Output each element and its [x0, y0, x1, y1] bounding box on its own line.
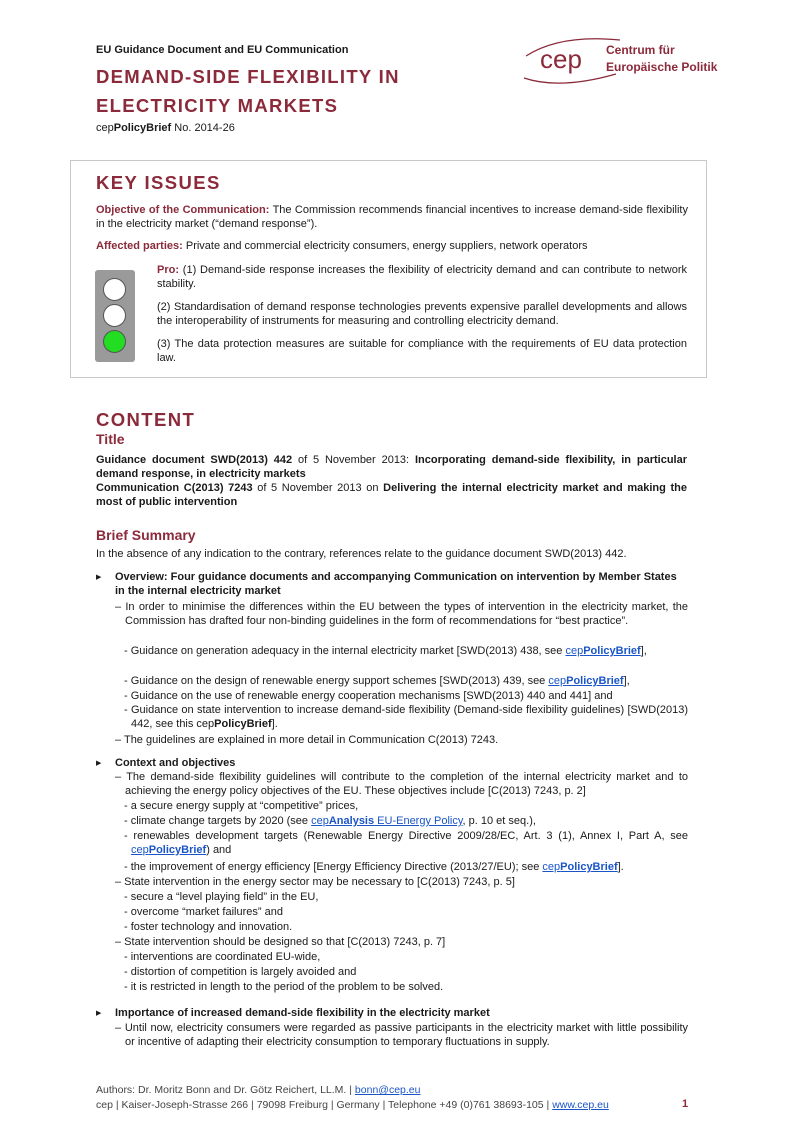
context-dash-2: – State intervention in the energy sector may be necessary to [C(2013) 7243, p. 5]: [115, 876, 515, 888]
authors-text: Authors: Dr. Moritz Bonn and Dr. Götz Reichert, LL.M. |: [96, 1084, 355, 1096]
summary-note: In the absence of any indication to the contrary, references relate to the guidance document SWD(2013) 442.: [96, 548, 627, 560]
footer-address: [96, 1099, 609, 1111]
overview-heading: Overview: Four guidance documents and accompanying Communication on intervention by Member States in the internal electricity market: [115, 571, 677, 597]
page-title: [96, 62, 400, 120]
affected-label: Affected parties:: [96, 240, 183, 252]
sub-4-text: - Guidance on state intervention to increase demand-side flexibility (Demand-side flexibility guidelines) [SWD(2013) 442, see this cep: [124, 704, 688, 730]
traffic-light-icon: [95, 270, 135, 362]
pro-1-text: (1) Demand-side response increases the flexibility of electricity demand and can contribute to network stability.: [157, 264, 687, 290]
context-obj-3: [124, 829, 688, 857]
context-heading: Context and objectives: [115, 757, 236, 769]
lamp-bottom: [103, 330, 126, 353]
footer-authors: [96, 1084, 420, 1096]
title-line-2: ELECTRICITY MARKETS: [96, 95, 339, 116]
overview-sub-2: [124, 674, 688, 688]
website-link[interactable]: www.cep.eu: [552, 1099, 609, 1111]
title-communication: [96, 481, 687, 509]
brief-number-value: No. 2014-26: [171, 122, 235, 134]
title-a3: Incorporating demand-side flexibility, in particular demand response, in electricity markets: [96, 454, 687, 480]
policybrief-link-4[interactable]: cepPolicyBrief: [542, 861, 618, 873]
sub-1-text: - Guidance on generation adequacy in the internal electricity market [SWD(2013) 438, see: [124, 645, 566, 657]
logo-mark: cep: [540, 44, 582, 74]
cepanalysis-link[interactable]: cepAnalysis EU-Energy Policy: [311, 815, 463, 827]
email-link[interactable]: bonn@cep.eu: [354, 1084, 421, 1096]
context-dash-1: – The demand-side flexibility guidelines will contribute to the completion of the internal electricity market and to achieving the energy policy objectives of the EU. These objectives include [C(2013) 7243, p. 2]: [115, 771, 688, 797]
logo-line-2: Europäische Politik: [606, 60, 718, 74]
context-q-3: - it is restricted in length to the period of the problem to be solved.: [124, 981, 444, 993]
context-q-1: - interventions are coordinated EU-wide,: [124, 951, 321, 963]
context-obj-4: [124, 860, 688, 874]
context-q-2: - distortion of competition is largely avoided and: [124, 966, 357, 978]
context-p-2: - overcome “market failures” and: [124, 906, 283, 918]
address-text: cep | Kaiser-Joseph-Strasse 266 | 79098 Freiburg | Germany | Telephone +49 (0)761 38693-105 |: [96, 1099, 553, 1111]
affected-paragraph: [96, 239, 688, 253]
title-b3: Delivering the internal electricity market and making the most of public intervention: [96, 482, 687, 508]
overview-sub-3: - Guidance on the use of renewable energy cooperation mechanisms [SWD(2013) 440 and 441] and: [124, 690, 613, 702]
importance-dash-1: – Until now, electricity consumers were regarded as passive participants in the electricity market with little possibility or incentive of adapting their electricity consumption to temporary fluctuations in supply.: [115, 1022, 688, 1048]
bullet-arrow-icon: ▶: [96, 574, 102, 581]
summary-subheading: Brief Summary: [96, 527, 196, 543]
objective-paragraph: [96, 203, 688, 231]
key-issues-heading: KEY ISSUES: [96, 172, 221, 193]
title-a2: of 5 November 2013:: [292, 454, 415, 466]
sub-4-bold: PolicyBrief: [214, 718, 272, 730]
objective-text: The Commission recommends financial incentives to increase demand-side flexibility in the electricity market (“demand response”).: [96, 204, 688, 230]
brief-number: [96, 122, 235, 134]
page-number: 1: [682, 1098, 689, 1110]
objective-label: Objective of the Communication:: [96, 204, 270, 216]
context-dash-3: – State intervention should be designed so that [C(2013) 7243, p. 7]: [115, 936, 446, 948]
policybrief-link-3[interactable]: cepPolicyBrief: [131, 844, 207, 856]
title-a1: Guidance document SWD(2013) 442: [96, 454, 293, 466]
obj-3-text: - renewables development targets (Renewable Energy Directive 2009/28/EC, Art. 3 (1), Annex I, Part A, see: [124, 830, 688, 842]
logo-line-1: Centrum für: [606, 43, 675, 57]
sub-2-text: - Guidance on the design of renewable energy support schemes [SWD(2013) 439, see: [124, 675, 549, 687]
title-b1: Communication C(2013) 7243: [96, 482, 253, 494]
sub-2-end: ],: [623, 675, 630, 687]
obj-2-end: , p. 10 et seq.),: [462, 815, 536, 827]
pro-point-2: (2) Standardisation of demand response technologies prevents expensive parallel developments and allows the interoperability of instruments for measuring and controlling electricity demand.: [157, 301, 687, 327]
obj-4-end: ].: [617, 861, 624, 873]
policybrief-link-2[interactable]: cepPolicyBrief: [548, 675, 624, 687]
overview-dash-2: – The guidelines are explained in more detail in Communication C(2013) 7243.: [115, 734, 499, 746]
context-p-3: - foster technology and innovation.: [124, 921, 293, 933]
sub-4-end: ].: [271, 718, 278, 730]
importance-heading: Importance of increased demand-side flexibility in the electricity market: [115, 1007, 490, 1019]
lamp-top: [103, 278, 126, 301]
overview-sub-4: [124, 703, 688, 731]
logo-text: [606, 42, 717, 76]
overview-sub-1: [124, 644, 688, 658]
pro-point-1: [157, 263, 687, 291]
policybrief-link-1[interactable]: cepPolicyBrief: [565, 645, 641, 657]
title-line-1: DEMAND-SIDE FLEXIBILITY IN: [96, 66, 400, 87]
title-text: [96, 453, 687, 509]
obj-3-end: ) and: [206, 844, 232, 856]
pro-label: Pro:: [157, 264, 179, 276]
pro-point-3: (3) The data protection measures are suitable for compliance with the requirements of EU data protection law.: [157, 338, 687, 364]
bullet-arrow-icon: ▶: [96, 1010, 102, 1017]
obj-2-text: - climate change targets by 2020 (see: [124, 815, 312, 827]
document-type: EU Guidance Document and EU Communication: [96, 44, 349, 56]
context-obj-2: [124, 814, 688, 828]
bullet-arrow-icon: ▶: [96, 760, 102, 767]
context-p-1: - secure a “level playing field” in the EU,: [124, 891, 319, 903]
affected-text: Private and commercial electricity consumers, energy suppliers, network operators: [182, 240, 588, 252]
sub-1-end: ],: [640, 645, 647, 657]
brief-bold: PolicyBrief: [113, 122, 172, 134]
content-heading: CONTENT: [96, 409, 196, 430]
context-obj-1: - a secure energy supply at “competitive” prices,: [124, 800, 359, 812]
obj-4-text: - the improvement of energy efficiency [Energy Efficiency Directive (2013/27/EU); see: [124, 861, 543, 873]
title-subheading: Title: [96, 431, 125, 447]
title-guidance: [96, 453, 687, 481]
title-b2: of 5 November 2013 on: [252, 482, 384, 494]
lamp-middle: [103, 304, 126, 327]
brief-prefix: cep: [96, 122, 114, 134]
overview-dash-1: – In order to minimise the differences within the EU between the types of intervention in the electricity market, the Commission has drafted four non-binding guidelines in the form of recommendations for “best practice”.: [115, 601, 688, 627]
